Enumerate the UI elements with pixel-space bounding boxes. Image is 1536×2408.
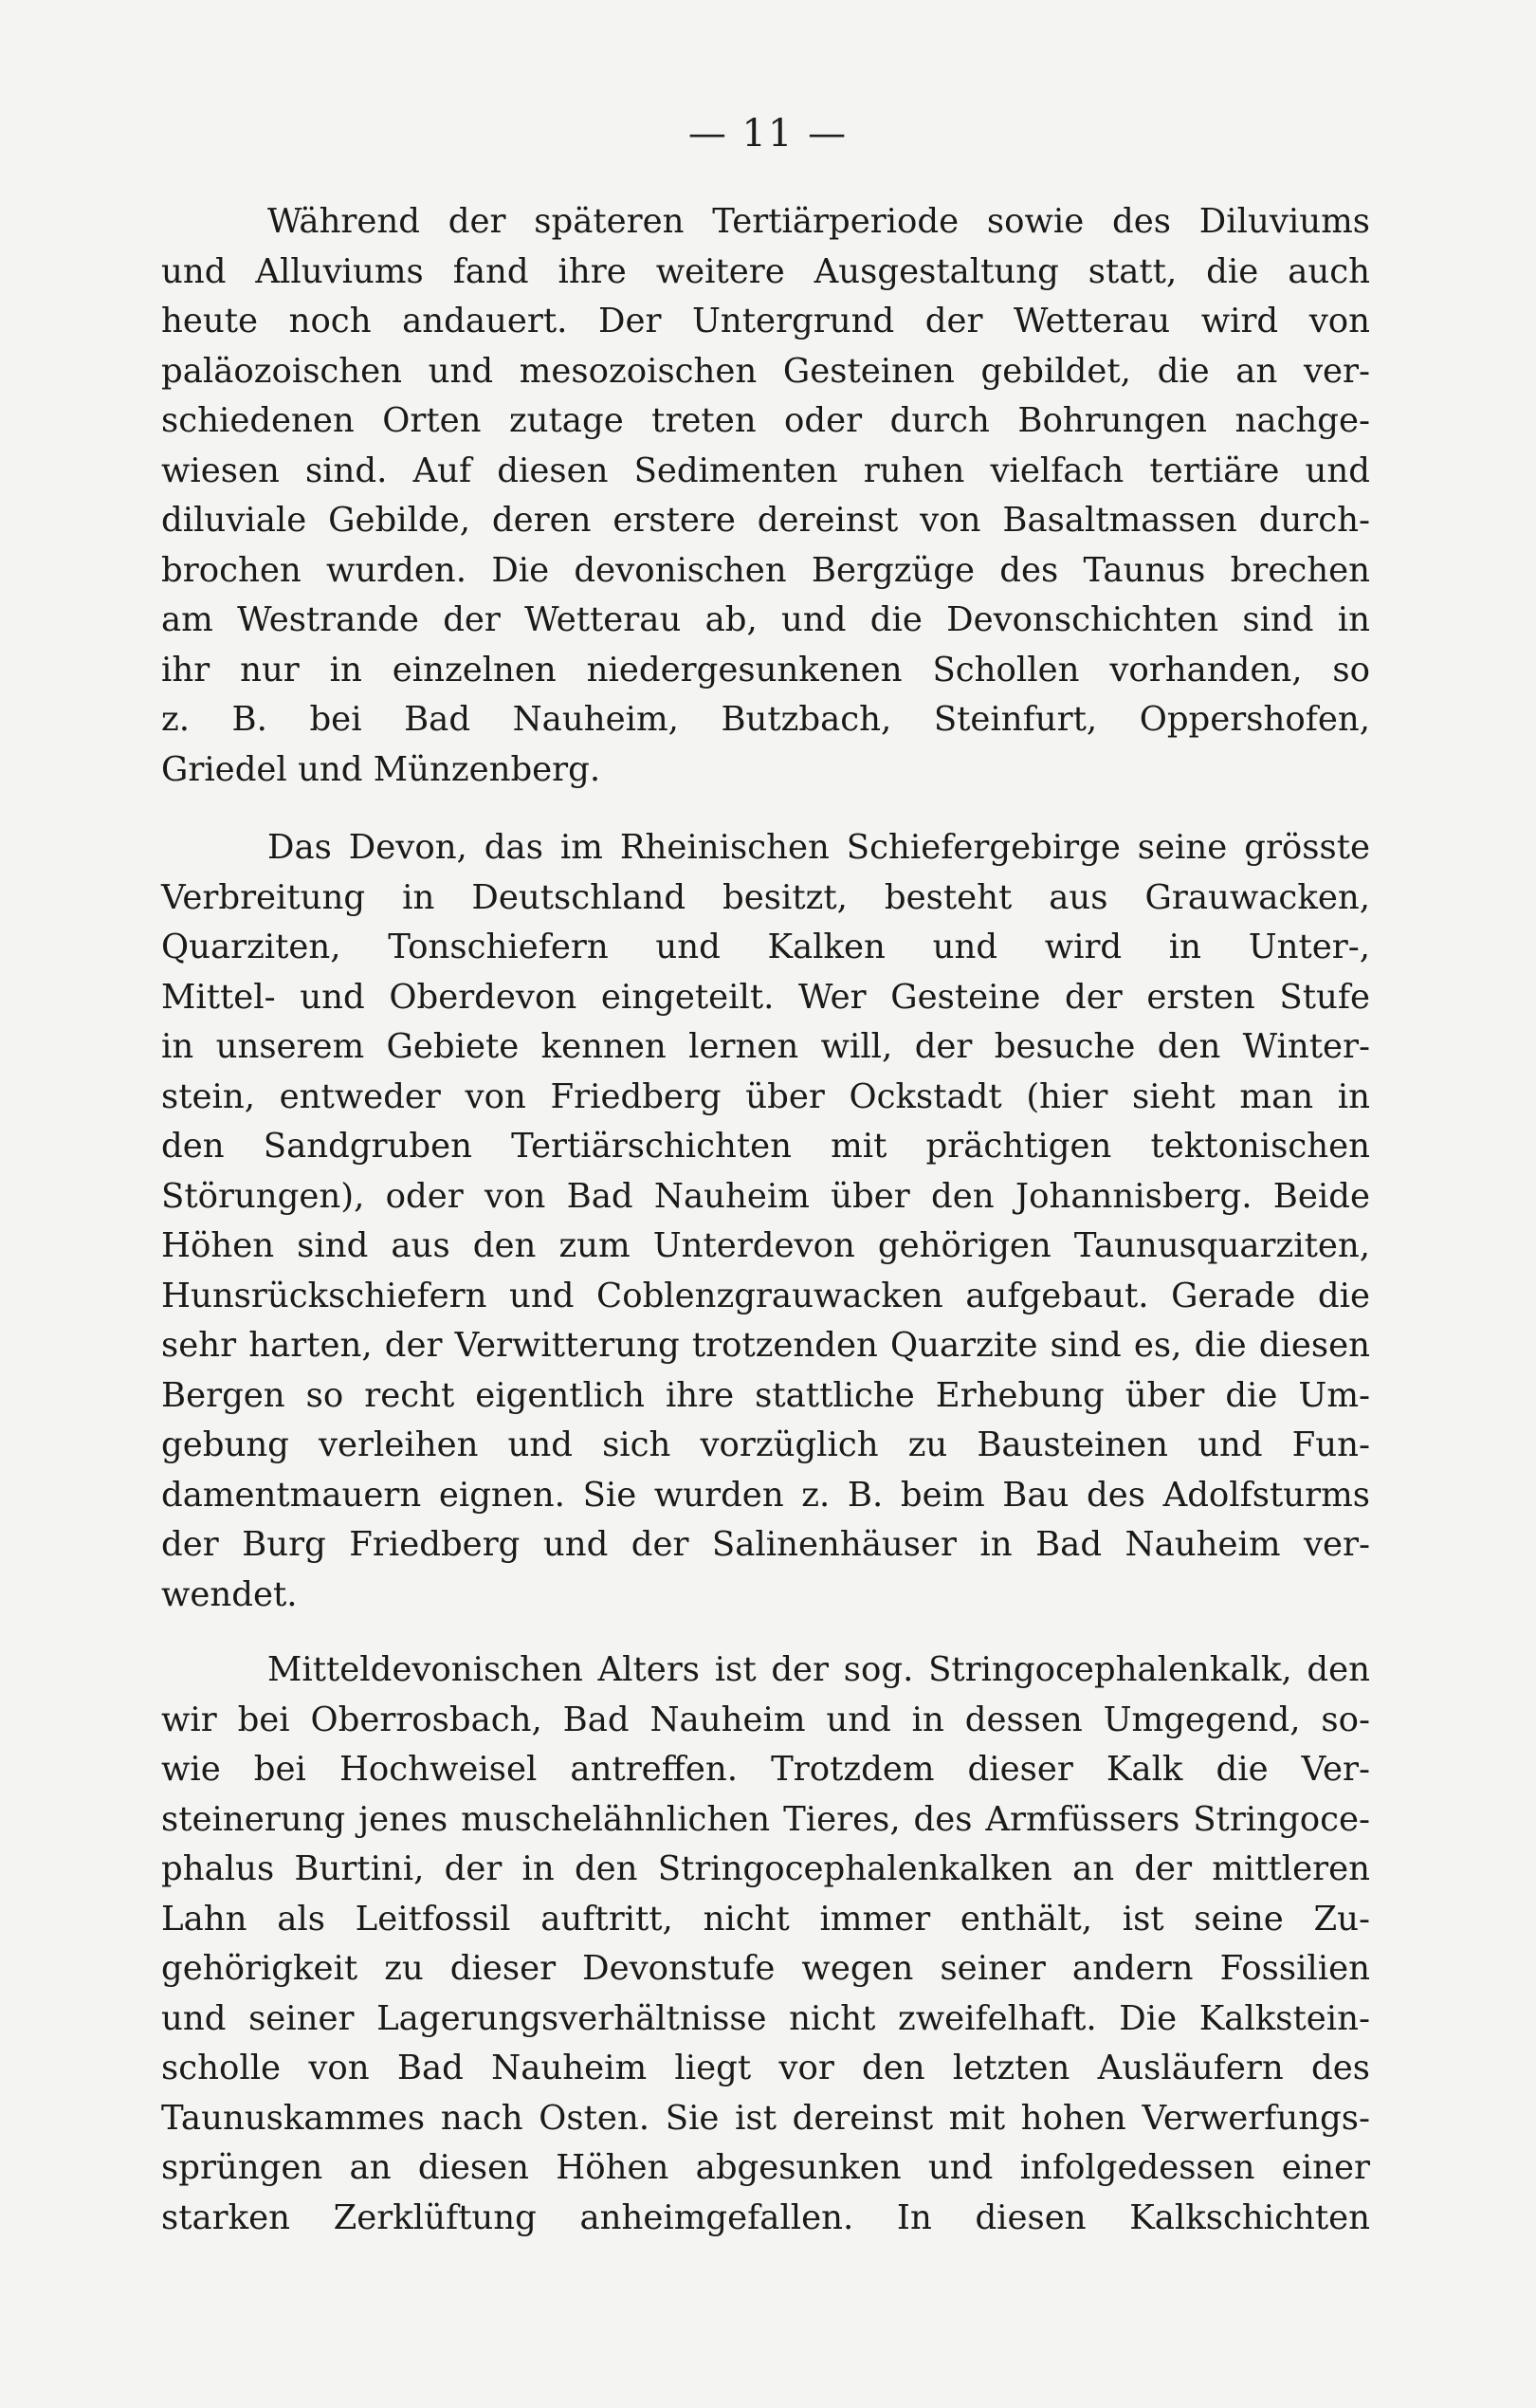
paragraph-line: phalus Burtini, der in den Stringocephalenkalken an der mittleren (161, 1849, 1370, 1888)
paragraph-line: steinerung jenes muschelähnlichen Tieres, des Armfüssers Stringoce- (161, 1799, 1370, 1839)
paragraph-line: Lahn als Leitfossil auftritt, nicht immer enthält, ist seine Zu- (161, 1899, 1370, 1939)
paragraph-line: stein, entweder von Friedberg über Ockstadt (hier sieht man in (161, 1076, 1370, 1116)
paragraph-line: schiedenen Orten zutage treten oder durch Bohrungen nachge- (161, 401, 1370, 440)
paragraph-line: wir bei Oberrosbach, Bad Nauheim und in dessen Umgegend, so- (161, 1700, 1370, 1739)
paragraph-line: den Sandgruben Tertiärschichten mit prächtigen tektonischen (161, 1127, 1370, 1166)
paragraph-line: am Westrande der Wetterau ab, und die Devonschichten sind in (161, 600, 1370, 639)
paragraph-line: damentmauern eignen. Sie wurden z. B. beim Bau des Adolfsturms (161, 1475, 1370, 1515)
paragraph-line: z. B. bei Bad Nauheim, Butzbach, Steinfurt, Oppershofen, (161, 700, 1370, 739)
paragraph-line: Höhen sind aus den zum Unterdevon gehörigen Taunusquarziten, (161, 1226, 1370, 1265)
paragraph-line: Während der späteren Tertiärperiode sowie des Diluviums (267, 202, 1370, 241)
paragraph-line: diluviale Gebilde, deren erstere dereinst von Basaltmassen durch- (161, 501, 1370, 540)
paragraph-2 (161, 823, 1370, 1620)
paragraph-line: paläozoischen und mesozoischen Gesteinen gebildet, die an ver- (161, 351, 1370, 391)
paragraph-line: Mitteldevonischen Alters ist der sog. Stringocephalenkalk, den (267, 1650, 1370, 1689)
paragraph-line: gehörigkeit zu dieser Devonstufe wegen seiner andern Fossilien (161, 1949, 1370, 1988)
paragraph-line: scholle von Bad Nauheim liegt vor den letzten Ausläufern des (161, 2049, 1370, 2087)
paragraph-line: Taunuskammes nach Osten. Sie ist dereinst mit hohen Verwerfungs- (161, 2098, 1370, 2138)
paragraph-line: Hunsrückschiefern und Coblenzgrauwacken aufgebaut. Gerade die (161, 1276, 1370, 1315)
paragraph-line: wiesen sind. Auf diesen Sedimenten ruhen vielfach tertiäre und (161, 450, 1370, 490)
paragraph-line: Verbreitung in Deutschland besitzt, besteht aus Grauwacken, (161, 877, 1370, 917)
paragraph-line: wie bei Hochweisel antreffen. Trotzdem dieser Kalk die Ver- (161, 1750, 1370, 1789)
paragraph-line: Bergen so recht eigentlich ihre stattliche Erhebung über die Um- (161, 1375, 1370, 1415)
paragraph-line: Quarziten, Tonschiefern und Kalken und wird in Unter-, (161, 928, 1370, 966)
paragraph-line: heute noch andauert. Der Untergrund der Wetterau wird von (161, 302, 1370, 340)
paragraph-line: Mittel- und Oberdevon eingeteilt. Wer Gesteine der ersten Stufe (161, 977, 1370, 1017)
paragraph-line: sehr harten, der Verwitterung trotzenden Quarzite sind es, die diesen (161, 1326, 1370, 1365)
paragraph-line: Störungen), oder von Bad Nauheim über den Johannisberg. Beide (161, 1176, 1370, 1216)
paragraph-3 (161, 1645, 1370, 2243)
paragraph-line: Griedel und Münzenberg. (161, 749, 601, 789)
paragraph-1 (161, 197, 1370, 795)
page-number: — 11 — (687, 112, 849, 156)
paragraph-line: starken Zerklüftung anheimgefallen. In diesen Kalkschichten (161, 2197, 1370, 2237)
paragraph-line: und Alluviums fand ihre weitere Ausgestaltung statt, die auch (161, 251, 1370, 291)
paragraph-line: gebung verleihen und sich vorzüglich zu Bausteinen und Fun- (161, 1425, 1370, 1464)
paragraph-line: Das Devon, das im Rheinischen Schiefergebirge seine grösste (267, 828, 1370, 867)
paragraph-line: der Burg Friedberg und der Salinenhäuser in Bad Nauheim ver- (161, 1525, 1370, 1564)
paragraph-line: sprüngen an diesen Höhen abgesunken und infolgedessen einer (161, 2148, 1370, 2187)
paragraph-line: wendet. (161, 1574, 298, 1614)
paragraph-line: brochen wurden. Die devonischen Bergzüge des Taunus brechen (161, 550, 1370, 590)
paragraph-line: ihr nur in einzelnen niedergesunkenen Schollen vorhanden, so (161, 650, 1370, 689)
paragraph-line: und seiner Lagerungsverhältnisse nicht zweifelhaft. Die Kalkstein- (161, 1998, 1370, 2038)
paragraph-line: in unserem Gebiete kennen lernen will, der besuche den Winter- (161, 1027, 1370, 1066)
